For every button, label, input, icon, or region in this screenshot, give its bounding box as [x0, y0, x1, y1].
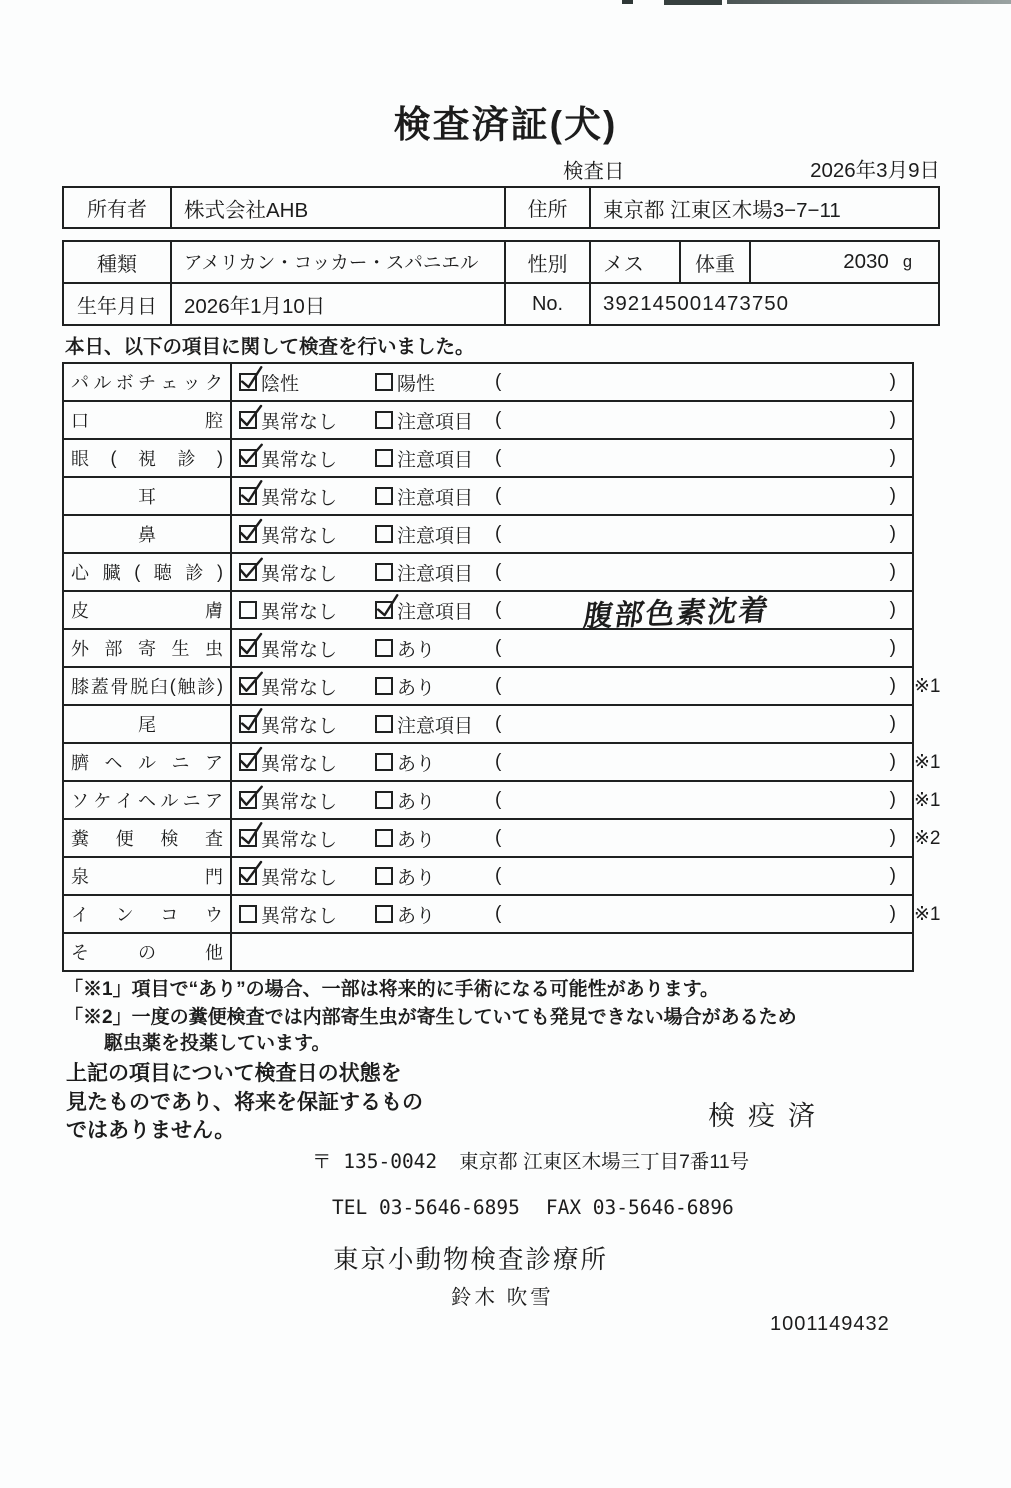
checkbox-option-label: あり — [397, 905, 436, 927]
checkbox-option-label: 注意項目 — [397, 487, 474, 509]
checkbox — [375, 715, 393, 733]
checklist-row — [64, 478, 912, 516]
checkbox-option — [239, 820, 337, 856]
checklist-row-content — [232, 440, 912, 476]
checklist-row-label: 眼 ( 視 診 ) — [64, 440, 232, 476]
checkbox-option — [239, 364, 299, 400]
checkbox-option-label: 異常なし — [261, 867, 338, 889]
checkbox — [239, 563, 257, 581]
checklist-row — [64, 592, 912, 634]
footnote-2-continued: 駆虫薬を投薬しています。 — [104, 1033, 331, 1054]
checkbox — [239, 449, 257, 467]
checklist-row-content — [232, 706, 912, 742]
checkbox-option — [239, 744, 337, 780]
address-label: 住所 — [506, 188, 591, 227]
checkbox — [375, 829, 393, 847]
handwritten-check-icon — [237, 820, 266, 849]
checkbox-option-label: 注意項目 — [397, 449, 474, 471]
close-paren: ) — [889, 409, 896, 430]
checkbox-option — [239, 478, 337, 514]
open-paren: ( — [495, 371, 502, 392]
checkbox-option — [239, 592, 337, 628]
open-paren: ( — [495, 865, 502, 886]
close-paren: ) — [889, 561, 896, 582]
checklist-row-content — [232, 554, 912, 590]
no-label: No. — [506, 284, 591, 324]
checklist-row-label: 外 部 寄 生 虫 — [64, 630, 232, 666]
address-value: 東京都 江東区木場3−7−11 — [603, 198, 841, 222]
checklist-row-label: 口 腔 — [64, 402, 232, 438]
checkbox-option — [239, 896, 337, 932]
checklist-row — [64, 364, 912, 402]
checklist-row-label: 鼻 — [64, 516, 232, 552]
inspection-date-label: 検査日 — [563, 160, 625, 183]
open-paren: ( — [495, 789, 502, 810]
checkbox — [375, 601, 393, 619]
footnote-mark: ※2 — [914, 828, 941, 849]
checkbox-option — [239, 668, 337, 704]
checklist-row-content — [232, 820, 912, 856]
checkbox — [375, 373, 393, 391]
checkbox-option-label: あり — [397, 791, 436, 813]
footnote-1: 「※1」項目で“あり”の場合、一部は将来的に手術になる可能性があります。 — [64, 979, 720, 1000]
checkbox — [375, 905, 393, 923]
close-paren: ) — [889, 903, 896, 924]
checklist-row — [64, 782, 941, 820]
checkbox-option-label: あり — [397, 867, 436, 889]
breed-label: 種類 — [64, 242, 172, 282]
sex-value: メス — [591, 242, 681, 282]
clinic-telfax-line — [332, 1196, 734, 1219]
open-paren: ( — [495, 561, 502, 582]
checklist-row — [64, 858, 912, 896]
disclaimer — [66, 1060, 423, 1146]
close-paren: ) — [889, 637, 896, 658]
disclaimer-line-2: 見たものであり、将来を保証するもの — [66, 1090, 423, 1114]
serial-number: 1001149432 — [770, 1313, 890, 1335]
checkbox — [375, 791, 393, 809]
close-paren: ) — [889, 523, 896, 544]
open-paren: ( — [495, 485, 502, 506]
close-paren: ) — [889, 485, 896, 506]
checkbox — [375, 753, 393, 771]
footnote-mark: ※1 — [914, 676, 941, 697]
checkbox-option-label: 注意項目 — [397, 601, 474, 623]
checklist-row-content — [232, 592, 912, 634]
checklist-row-label: 臍 ヘ ル ニ ア — [64, 744, 232, 780]
open-paren: ( — [495, 751, 502, 772]
checkbox — [375, 563, 393, 581]
owner-value: 株式会社AHB — [172, 188, 506, 227]
checklist-row-label: 耳 — [64, 478, 232, 514]
intro-sentence: 本日、以下の項目に関して検査を行いました。 — [65, 336, 475, 358]
handwritten-check-icon — [237, 706, 266, 735]
checkbox-option — [375, 478, 473, 514]
veterinarian-name: 鈴木 吹雪 — [451, 1286, 554, 1309]
handwritten-check-icon — [236, 782, 265, 811]
open-paren: ( — [495, 713, 502, 734]
checklist-row — [64, 934, 912, 970]
checkbox-option — [375, 554, 473, 590]
disclaimer-line-1: 上記の項目について検査日の状態を — [66, 1062, 402, 1085]
handwritten-check-icon — [373, 592, 402, 621]
checkbox-option-label: 注意項目 — [397, 715, 474, 737]
handwritten-check-icon — [237, 403, 264, 430]
checkbox — [239, 905, 257, 923]
open-paren: ( — [495, 903, 502, 924]
close-paren: ) — [889, 675, 896, 696]
open-paren: ( — [495, 637, 502, 658]
checkbox-option-label: 異常なし — [261, 411, 338, 433]
owner-row — [64, 188, 938, 227]
checkbox-option — [375, 516, 473, 552]
checkbox-option-label: あり — [397, 829, 436, 851]
checklist-row-label: イ ン コ ウ — [64, 896, 232, 932]
checkbox — [239, 715, 257, 733]
checklist-row-label: 尾 — [64, 706, 232, 742]
handwritten-check-icon — [236, 668, 265, 697]
checklist-row — [64, 440, 912, 478]
checklist-row — [64, 820, 941, 858]
weight-unit: g — [902, 252, 912, 271]
pet-info-table — [62, 240, 940, 326]
checkbox — [375, 639, 393, 657]
checkbox-option-label: 異常なし — [261, 601, 338, 623]
close-paren: ) — [889, 713, 896, 734]
birth-label: 生年月日 — [64, 284, 172, 324]
clinic-postal-line — [312, 1146, 749, 1174]
open-paren: ( — [495, 599, 502, 620]
checklist-row-content — [232, 668, 912, 704]
checklist-row-content — [232, 782, 912, 818]
checkbox — [375, 677, 393, 695]
open-paren: ( — [495, 675, 502, 696]
birth-row — [64, 284, 938, 324]
weight-value: 2030 — [843, 250, 889, 273]
checkbox — [239, 829, 257, 847]
checkbox-option — [375, 782, 435, 818]
close-paren: ) — [889, 599, 896, 620]
checkbox — [375, 487, 393, 505]
checklist-table — [62, 362, 941, 972]
checklist-row-label: 糞 便 検 査 — [64, 820, 232, 856]
document-title: 検査済証(犬) — [393, 104, 618, 145]
checkbox-option — [375, 858, 435, 894]
scan-artifact — [664, 0, 722, 5]
checkbox — [239, 791, 257, 809]
close-paren: ) — [889, 865, 896, 886]
scan-artifact — [727, 0, 1011, 4]
clinic-address: 東京都 江東区木場三丁目7番11号 — [459, 1151, 750, 1173]
checkbox — [375, 525, 393, 543]
checklist-row — [64, 896, 941, 934]
checkbox-option-label: 注意項目 — [397, 563, 474, 585]
weight-label: 体重 — [681, 242, 751, 282]
open-paren: ( — [495, 409, 502, 430]
checkbox-option — [239, 782, 337, 818]
checkbox-option — [375, 668, 435, 704]
close-paren: ) — [889, 751, 896, 772]
scan-artifact — [622, 0, 633, 4]
checklist-row — [64, 516, 912, 554]
checkbox-option-label: 異常なし — [261, 487, 338, 509]
checkbox-option-label: 異常なし — [261, 563, 338, 585]
checkbox-option-label: あり — [397, 639, 436, 661]
checkbox-option-label: 異常なし — [261, 639, 338, 661]
checkbox — [375, 867, 393, 885]
close-paren: ) — [889, 447, 896, 468]
footnote-2: 「※2」一度の糞便検査では内部寄生虫が寄生していても発見できない場合があるため — [64, 1007, 797, 1028]
handwritten-check-icon — [237, 517, 264, 544]
owner-label: 所有者 — [64, 188, 172, 227]
checkbox — [239, 677, 257, 695]
checklist-row-label: ソ ケ イ ヘ ル ニ ア — [64, 782, 232, 818]
handwritten-check-icon — [237, 478, 266, 507]
checkbox-option — [375, 440, 473, 476]
checkbox-option — [239, 858, 337, 894]
handwritten-note: 腹部色素沈着 — [581, 592, 773, 634]
checkbox — [239, 411, 257, 429]
checkbox-option — [239, 706, 337, 742]
footnote-mark: ※1 — [914, 904, 941, 925]
footnote-mark: ※1 — [914, 790, 941, 811]
checkbox — [239, 639, 257, 657]
clinic-fax: FAX 03-5646-6896 — [545, 1196, 734, 1219]
checkbox-option-label: 異常なし — [261, 449, 338, 471]
open-paren: ( — [495, 523, 502, 544]
checkbox-option-label: 異常なし — [261, 791, 338, 813]
checkbox — [375, 411, 393, 429]
sex-label: 性別 — [506, 242, 591, 282]
checklist-row-label: 泉 門 — [64, 858, 232, 894]
checkbox-option — [375, 402, 473, 438]
checkbox-option — [375, 744, 435, 780]
handwritten-check-icon — [237, 859, 264, 886]
checklist-row-content — [232, 630, 912, 666]
checklist-row-content — [232, 896, 912, 932]
checklist-row-label: 心 臓 ( 聴 診 ) — [64, 554, 232, 590]
checkbox-option — [239, 402, 337, 438]
no-value: 392145001473750 — [603, 292, 790, 315]
handwritten-check-icon — [237, 364, 266, 393]
checkbox-option-label: 異常なし — [261, 715, 338, 737]
handwritten-check-icon — [236, 554, 265, 583]
open-paren: ( — [495, 827, 502, 848]
checkbox-option — [375, 706, 473, 742]
weight-cell — [751, 242, 938, 282]
checklist-row-content — [232, 364, 912, 400]
checkbox-option-label: 陰性 — [261, 373, 300, 395]
checkbox-option-label: 異常なし — [261, 905, 338, 927]
checkbox-option — [239, 516, 337, 552]
checklist-row-label: 皮 膚 — [64, 592, 232, 628]
disclaimer-line-3: ではありません。 — [66, 1119, 236, 1142]
checkbox-option — [239, 440, 337, 476]
checkbox-option-label: あり — [397, 753, 436, 775]
checkbox-option-label: 注意項目 — [397, 525, 474, 547]
clinic-tel: TEL 03-5646-6895 — [332, 1196, 520, 1219]
checkbox-option — [239, 554, 337, 590]
checkbox-option-label: 注意項目 — [397, 411, 474, 433]
checkbox-option — [375, 592, 473, 628]
handwritten-check-icon — [236, 440, 265, 469]
checklist-row-content — [232, 516, 912, 552]
breed-row — [64, 242, 938, 284]
checklist-row — [64, 706, 912, 744]
handwritten-check-icon — [237, 631, 264, 658]
checklist-row-content — [232, 402, 912, 438]
checklist-row — [64, 402, 912, 440]
checkbox — [239, 373, 257, 391]
checkbox-option-label: あり — [397, 677, 436, 699]
checklist-row-content — [232, 744, 912, 780]
checkbox-option — [375, 820, 435, 856]
checkbox-option — [239, 630, 337, 666]
checkbox — [239, 753, 257, 771]
breed-value: アメリカン・コッカー・スパニエル — [172, 242, 506, 282]
checkbox-option — [375, 630, 435, 666]
checklist-row-label: 膝 蓋 骨 脱 臼 ( 触 診 ) — [64, 668, 232, 704]
handwritten-check-icon — [237, 745, 264, 772]
checklist-row — [64, 668, 941, 706]
checklist-row-content — [232, 934, 912, 970]
checklist-row-label: そ の 他 — [64, 934, 232, 970]
owner-table — [62, 186, 940, 229]
checkbox — [239, 867, 257, 885]
checkbox — [239, 601, 257, 619]
close-paren: ) — [889, 827, 896, 848]
checkbox-option-label: 異常なし — [261, 525, 338, 547]
footnote-mark: ※1 — [914, 752, 941, 773]
close-paren: ) — [889, 789, 896, 810]
close-paren: ) — [889, 371, 896, 392]
checkbox-option-label: 異常なし — [261, 829, 338, 851]
checkbox-option — [375, 364, 435, 400]
checkbox-option-label: 陽性 — [397, 373, 436, 395]
open-paren: ( — [495, 447, 502, 468]
checklist-row — [64, 744, 941, 782]
checkbox-option-label: 異常なし — [261, 753, 338, 775]
clinic-name: 東京小動物検査診療所 — [333, 1246, 609, 1274]
postal-code: 〒 135-0042 — [312, 1150, 438, 1173]
checklist-row-label: パ ル ボ チ ェ ッ ク — [64, 364, 232, 400]
checklist-row-content — [232, 858, 912, 894]
checklist-row-content — [232, 478, 912, 514]
checkbox-option-label: 異常なし — [261, 677, 338, 699]
checkbox-option — [375, 896, 435, 932]
checkbox — [239, 487, 257, 505]
checkbox — [239, 525, 257, 543]
quarantine-stamp: 検疫済 — [708, 1101, 828, 1131]
checkbox — [375, 449, 393, 467]
checklist-row — [64, 630, 912, 668]
inspection-date-value: 2026年3月9日 — [810, 159, 940, 182]
birth-value: 2026年1月10日 — [172, 284, 506, 324]
